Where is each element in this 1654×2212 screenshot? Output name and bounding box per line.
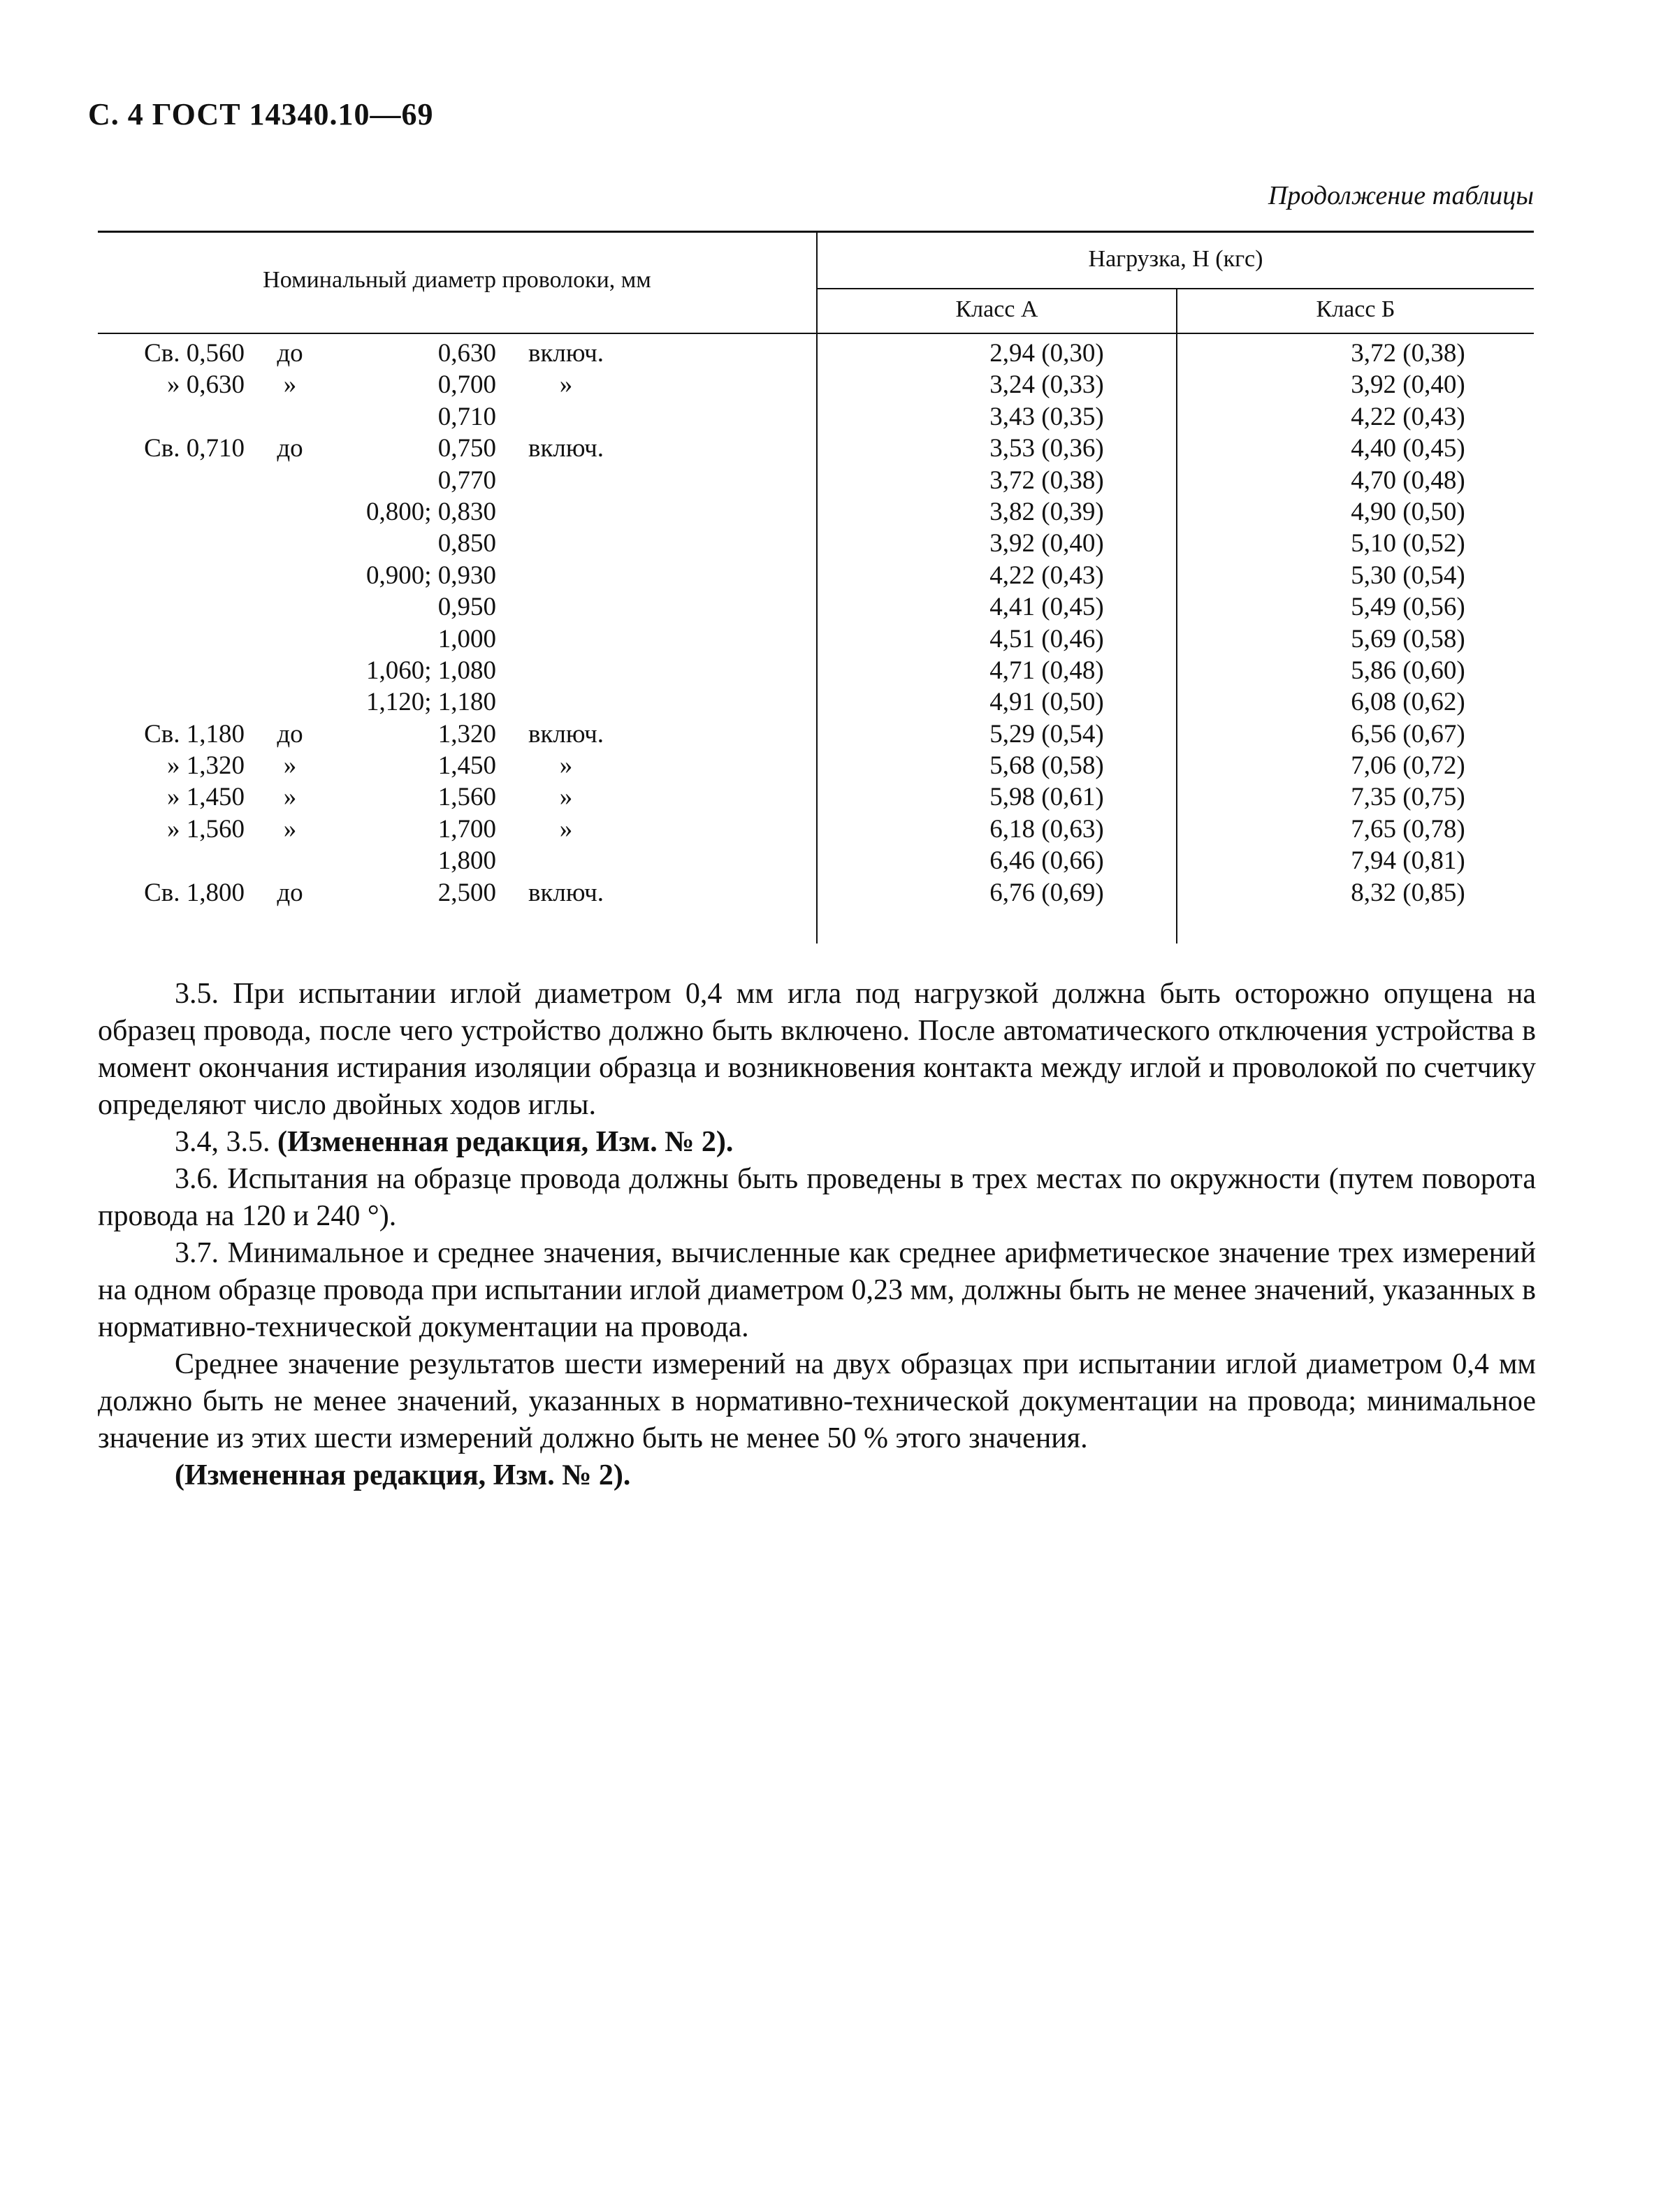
diameter-prefix: » 1,320: [167, 751, 245, 781]
diameter-value: 1,000: [437, 624, 496, 653]
diameter-value: 0,710: [437, 402, 496, 431]
class-b-value: 7,06 (0,72): [1351, 751, 1465, 781]
class-b-value: 4,90 (0,50): [1351, 497, 1465, 526]
diameter-value: 2,500: [437, 878, 496, 907]
diameter-prefix: Св. 0,560: [144, 339, 245, 368]
diameter-value: 1,060; 1,080: [365, 656, 496, 685]
range-word: до: [277, 339, 303, 368]
diameter-value: 0,630: [437, 339, 496, 368]
paragraph-3-7-continued: Среднее значение результатов шести измерений на двух образцах при испытании иглой диаметром 0,4 мм должно быть не менее значений, указанных в нормативно-технической документации на провода; минимальное значение из этих шести измерений должно быть не менее 50 % этого значения.: [98, 1348, 1536, 1454]
class-a-value: 3,43 (0,35): [989, 402, 1104, 431]
diameter-value: 1,320: [437, 719, 496, 749]
amendment-note: (Измененная редакция, Изм. № 2).: [277, 1126, 734, 1158]
diameter-value: 0,800; 0,830: [365, 497, 496, 526]
paragraph-amendment: [98, 1457, 1536, 1494]
class-a-value: 3,24 (0,33): [989, 370, 1104, 400]
range-suffix: включ.: [528, 434, 604, 463]
class-b-value: 7,94 (0,81): [1351, 846, 1465, 876]
class-a-value: 6,46 (0,66): [989, 846, 1104, 876]
class-a-value: 5,98 (0,61): [989, 783, 1104, 812]
diameter-prefix: » 1,560: [167, 814, 245, 844]
diameter-value: 0,950: [437, 593, 496, 622]
table-row: [98, 338, 1534, 369]
class-b-value: 6,56 (0,67): [1351, 719, 1465, 749]
diameter-prefix: » 0,630: [167, 370, 245, 400]
table-row: [98, 718, 1534, 750]
diameter-value: 0,900; 0,930: [365, 561, 496, 590]
table-row: [98, 623, 1534, 655]
range-suffix: »: [559, 370, 573, 400]
class-a-value: 6,18 (0,63): [989, 814, 1104, 844]
class-a-value: 4,22 (0,43): [989, 561, 1104, 590]
amendment-note: (Измененная редакция, Изм. № 2).: [175, 1459, 631, 1491]
paragraph-3-6: 3.6. Испытания на образце провода должны быть проведены в трех местах по окружности (путем поворота провода на 120 и 240 °).: [98, 1163, 1536, 1232]
class-b-value: 3,92 (0,40): [1351, 370, 1465, 400]
table-row: [98, 877, 1534, 909]
class-a-value: 4,91 (0,50): [989, 688, 1104, 717]
diameter-value: 0,770: [437, 465, 496, 495]
class-b-value: 4,70 (0,48): [1351, 465, 1465, 495]
class-b-value: 5,69 (0,58): [1351, 624, 1465, 653]
diameter-value: 1,120; 1,180: [365, 688, 496, 717]
paragraph-3-5: 3.5. При испытании иглой диаметром 0,4 мм игла под нагрузкой должна быть осторожно опущена на образец провода, после чего устройство должно быть включено. После автоматического отключения устройства в момент окончания истирания изоляции образца и возникновения контакта между иглой и проволокой по счетчику определяют число двойных ходов иглы.: [98, 978, 1536, 1121]
diameter-value: 1,800: [437, 846, 496, 876]
page-header: С. 4 ГОСТ 14340.10—69: [88, 97, 434, 131]
class-b-value: 5,49 (0,56): [1351, 593, 1465, 622]
range-suffix: »: [559, 783, 573, 812]
diameter-value: 1,560: [437, 783, 496, 812]
range-word: до: [277, 434, 303, 463]
table-continuation-label: Продолжение таблицы: [1268, 181, 1534, 210]
diameter-column-header: Номинальный диаметр проволоки, мм: [263, 267, 651, 293]
class-b-value: 5,86 (0,60): [1351, 656, 1465, 685]
load-column-header: Нагрузка, Н (кгс): [1088, 246, 1263, 272]
paragraph-3-4-3-5-amendment: [98, 1124, 1536, 1161]
body-text: [98, 976, 1536, 1494]
diameter-value: 0,700: [437, 370, 496, 400]
table-row: [98, 781, 1534, 813]
class-a-value: 5,29 (0,54): [989, 719, 1104, 749]
diameter-prefix: Св. 0,710: [144, 434, 245, 463]
diameter-prefix: Св. 1,180: [144, 719, 245, 749]
class-a-value: 3,92 (0,40): [989, 529, 1104, 558]
table-row: [98, 655, 1534, 686]
table-row: [98, 433, 1534, 464]
diameter-value: 0,750: [437, 434, 496, 463]
diameter-prefix: » 1,450: [167, 783, 245, 812]
class-b-value: 4,22 (0,43): [1351, 402, 1465, 431]
class-a-value: 6,76 (0,69): [989, 878, 1104, 907]
table-row: [98, 528, 1534, 559]
range-word: до: [277, 878, 303, 907]
class-a-value: 4,41 (0,45): [989, 593, 1104, 622]
class-a-value: 3,82 (0,39): [989, 497, 1104, 526]
table-row: [98, 401, 1534, 433]
class-a-header: Класс А: [955, 296, 1038, 322]
table-row: [98, 814, 1534, 845]
range-suffix: включ.: [528, 339, 604, 368]
table-row: [98, 369, 1534, 400]
table-row: [98, 591, 1534, 623]
class-b-value: 6,08 (0,62): [1351, 688, 1465, 717]
table-row: [98, 686, 1534, 718]
table-row: [98, 496, 1534, 528]
range-suffix: включ.: [528, 878, 604, 907]
class-a-value: 4,71 (0,48): [989, 656, 1104, 685]
table-row: [98, 845, 1534, 876]
range-word: до: [277, 719, 303, 749]
class-b-value: 8,32 (0,85): [1351, 878, 1465, 907]
table-row: [98, 750, 1534, 781]
amendment-ref: 3.4, 3.5.: [175, 1126, 277, 1158]
range-suffix: включ.: [528, 719, 604, 749]
table-row: [98, 560, 1534, 591]
load-table: [98, 231, 1534, 944]
class-a-value: 2,94 (0,30): [989, 339, 1104, 368]
class-b-value: 5,30 (0,54): [1351, 561, 1465, 590]
range-word: »: [283, 751, 297, 781]
class-b-header: Класс Б: [1316, 296, 1395, 322]
range-suffix: »: [559, 751, 573, 781]
class-a-value: 3,53 (0,36): [989, 434, 1104, 463]
range-word: »: [283, 814, 297, 844]
class-a-value: 3,72 (0,38): [989, 465, 1104, 495]
class-b-value: 3,72 (0,38): [1351, 339, 1465, 368]
diameter-value: 1,700: [437, 814, 496, 844]
table-body: [98, 338, 1534, 909]
paragraph-3-7: 3.7. Минимальное и среднее значения, вычисленные как среднее арифметическое значение трех измерений на одном образце провода при испытании иглой диаметром 0,23 мм, должны быть не менее значений, указанных в нормативно-технической документации на провода.: [98, 1237, 1536, 1343]
class-b-value: 4,40 (0,45): [1351, 434, 1465, 463]
diameter-prefix: Св. 1,800: [144, 878, 245, 907]
diameter-value: 0,850: [437, 529, 496, 558]
class-a-value: 4,51 (0,46): [989, 624, 1104, 653]
table-row: [98, 465, 1534, 496]
range-word: »: [283, 370, 297, 400]
diameter-value: 1,450: [437, 751, 496, 781]
class-b-value: 5,10 (0,52): [1351, 529, 1465, 558]
class-b-value: 7,65 (0,78): [1351, 814, 1465, 844]
range-suffix: »: [559, 814, 573, 844]
class-a-value: 5,68 (0,58): [989, 751, 1104, 781]
range-word: »: [283, 783, 297, 812]
class-b-value: 7,35 (0,75): [1351, 783, 1465, 812]
